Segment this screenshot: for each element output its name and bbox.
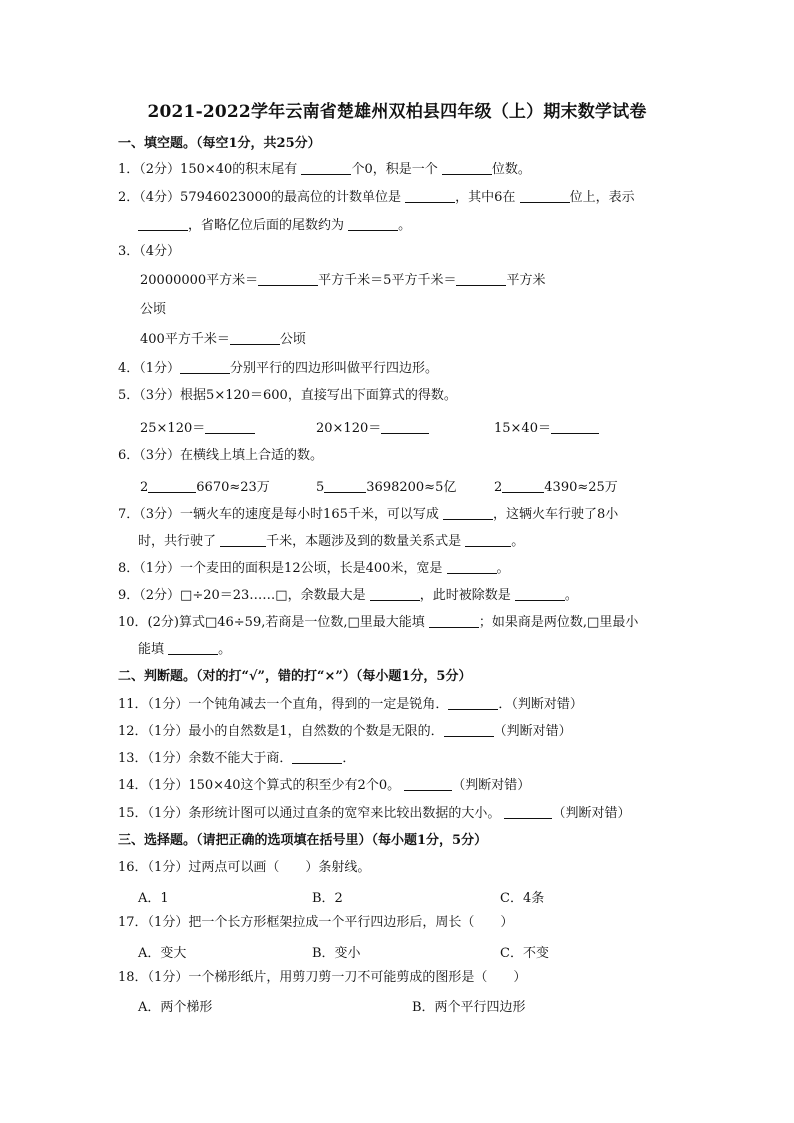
question-16: 16．（1分）过两点可以画（ ）条射线。 <box>118 860 371 875</box>
q2-text-e: 。 <box>398 218 412 233</box>
q14-text-a: 14．（1分）150×40这个算式的积至少有2个0。 <box>118 778 405 793</box>
answer-blank[interactable] <box>448 696 498 710</box>
q6-expr-3 <box>494 476 618 495</box>
answer-blank[interactable] <box>370 587 420 601</box>
answer-blank[interactable] <box>442 161 492 175</box>
q6-e3a: 2 <box>494 480 503 495</box>
question-3-line2: 公顷 <box>140 302 167 317</box>
question-14 <box>118 777 530 795</box>
q18-option-a[interactable]: A．两个梯形 <box>138 1000 213 1015</box>
answer-blank[interactable] <box>205 420 255 434</box>
section2-heading: 二、判断题。（对的打“√”，错的打“×”）（每小题1分，5分） <box>118 669 472 684</box>
q3-text-d1: 400平方千米＝ <box>140 332 230 347</box>
q12-text-b: （判断对错） <box>493 724 572 739</box>
q5-expr-2-text: 20×120＝ <box>316 421 382 436</box>
q13-text-b: ． <box>342 751 356 766</box>
q3-text-b2: 平方千米＝5平方千米＝ <box>318 273 457 288</box>
answer-blank[interactable] <box>180 360 230 374</box>
answer-blank[interactable] <box>168 641 218 655</box>
q8-text-a: 8．（1分）一个麦田的面积是12公顷，长是400米，宽是 <box>118 561 447 576</box>
answer-blank[interactable] <box>348 217 398 231</box>
page-title: 2021-2022学年云南省楚雄州双柏县四年级（上）期末数学试卷 <box>147 102 647 122</box>
q7-text-a: 7．（3分）一辆火车的速度是每小时165千米，可以写成 <box>118 507 443 522</box>
answer-blank[interactable] <box>520 189 570 203</box>
answer-blank[interactable] <box>551 420 599 434</box>
section1-heading: 一、填空题。（每空1分，共25分） <box>118 136 321 151</box>
q15-text-a: 15．（1分）条形统计图可以通过直条的宽窄来比较出数据的大小。 <box>118 806 505 821</box>
answer-blank[interactable] <box>443 506 493 520</box>
q17-option-b[interactable]: B．变小 <box>312 946 361 961</box>
question-10 <box>118 614 638 632</box>
q14-text-b: （判断对错） <box>452 778 531 793</box>
q2-text-a: 2．（4分）57946023000的最高位的计数单位是 <box>118 190 406 205</box>
q2-text-c: 位上，表示 <box>569 190 635 205</box>
answer-blank[interactable] <box>429 614 479 628</box>
answer-blank[interactable] <box>138 217 188 231</box>
q5-expr-2 <box>316 417 429 436</box>
q6-expr-2 <box>316 476 456 495</box>
q6-e1b: 6670≈23万 <box>196 480 270 495</box>
q8-text-b: 。 <box>496 561 510 576</box>
q9-text-b: ，此时被除数是 <box>419 588 515 603</box>
q12-text-a: 12．（1分）最小的自然数是1，自然数的个数是无限的． <box>118 724 444 739</box>
q6-expr-1 <box>140 476 270 495</box>
question-7 <box>118 506 618 524</box>
question-1 <box>118 161 531 179</box>
q4-text-a: 4．（1分） <box>118 361 181 376</box>
q10-text-c: 能填 <box>138 642 169 657</box>
question-18: 18．（1分）一个梯形纸片，用剪刀剪一刀不可能剪成的图形是（ ） <box>118 970 527 985</box>
answer-blank[interactable] <box>447 560 497 574</box>
q7-text-b: ，这辆火车行驶了8小 <box>493 507 619 522</box>
question-2-cont <box>138 217 411 235</box>
q16-option-b[interactable]: B．2 <box>312 891 343 906</box>
q6-e2a: 5 <box>316 480 325 495</box>
answer-blank[interactable] <box>404 777 452 791</box>
q7-text-d: 千米，本题涉及到的数量关系式是 <box>266 534 466 549</box>
question-13 <box>118 750 355 768</box>
q1-text-a: 1．（2分）150×40的积末尾有 <box>118 162 302 177</box>
q7-text-c: 时，共行驶了 <box>138 534 221 549</box>
q7-text-e: 。 <box>511 534 525 549</box>
q6-e1a: 2 <box>140 480 149 495</box>
question-11 <box>118 696 583 714</box>
question-2 <box>118 189 635 207</box>
question-15 <box>118 805 630 823</box>
q2-text-d: ，省略亿位后面的尾数约为 <box>188 218 349 233</box>
question-4 <box>118 360 438 378</box>
question-5: 5．（3分）根据5×120＝600，直接写出下面算式的得数。 <box>118 388 457 403</box>
answer-blank[interactable] <box>405 189 455 203</box>
q13-text-a: 13．（1分）余数不能大于商． <box>118 751 293 766</box>
q3-text-b1: 20000000平方米＝ <box>140 273 259 288</box>
answer-blank[interactable] <box>148 479 196 493</box>
answer-blank[interactable] <box>324 479 366 493</box>
q11-text-a: 11．（1分）一个钝角减去一个直角，得到的一定是锐角． <box>118 697 449 712</box>
q16-option-a[interactable]: A．1 <box>138 891 169 906</box>
q2-text-b: ，其中6在 <box>455 190 520 205</box>
q1-text-c: 位数。 <box>491 162 531 177</box>
question-6: 6．（3分）在横线上填上合适的数。 <box>118 448 324 463</box>
q5-expr-3-text: 15×40＝ <box>494 421 551 436</box>
q5-expr-3 <box>494 417 599 436</box>
question-8 <box>118 560 510 578</box>
answer-blank[interactable] <box>502 479 544 493</box>
answer-blank[interactable] <box>515 587 565 601</box>
q9-text-c: 。 <box>564 588 578 603</box>
answer-blank[interactable] <box>230 331 280 345</box>
question-12 <box>118 723 572 741</box>
answer-blank[interactable] <box>381 420 429 434</box>
answer-blank[interactable] <box>220 533 266 547</box>
question-7-cont <box>138 533 524 551</box>
q4-text-b: 分别平行的四边形叫做平行四边形。 <box>230 361 439 376</box>
answer-blank[interactable] <box>465 533 511 547</box>
question-3-line3 <box>140 331 306 349</box>
q11-text-b: ．（判断对错） <box>498 697 583 712</box>
answer-blank[interactable] <box>258 272 318 286</box>
question-3-line1 <box>140 272 545 290</box>
answer-blank[interactable] <box>456 272 506 286</box>
q9-text-a: 9．（2分）□÷20＝23……□，余数最大是 <box>118 588 370 603</box>
q5-expr-1 <box>140 417 255 436</box>
q6-e2b: 3698200≈5亿 <box>366 480 457 495</box>
q1-text-b: 个0，积是一个 <box>351 162 442 177</box>
question-9 <box>118 587 578 605</box>
answer-blank[interactable] <box>444 723 494 737</box>
q17-option-c[interactable]: C．不变 <box>500 946 549 961</box>
question-3: 3．（4分） <box>118 244 181 259</box>
q15-text-b: （判断对错） <box>552 806 631 821</box>
q6-e3b: 4390≈25万 <box>544 480 618 495</box>
question-17: 17．（1分）把一个长方形框架拉成一个平行四边形后，周长（ ） <box>118 915 514 930</box>
answer-blank[interactable] <box>292 750 342 764</box>
q10-text-d: 。 <box>218 642 232 657</box>
q17-option-a[interactable]: A．变大 <box>138 946 187 961</box>
section3-heading: 三、选择题。（请把正确的选项填在括号里）（每小题1分，5分） <box>118 833 488 848</box>
q3-text-d2: 公顷 <box>279 332 306 347</box>
q10-text-a: 10．(2分)算式□46÷59,若商是一位数,□里最大能填 <box>118 615 429 630</box>
question-10-cont <box>138 641 231 659</box>
answer-blank[interactable] <box>301 161 351 175</box>
q16-option-c[interactable]: C．4条 <box>500 891 545 906</box>
q10-text-b: ；如果商是两位数,□里最小 <box>478 615 639 630</box>
answer-blank[interactable] <box>504 805 552 819</box>
q5-expr-1-text: 25×120＝ <box>140 421 206 436</box>
q3-text-b3: 平方米 <box>506 273 546 288</box>
q18-option-b[interactable]: B．两个平行四边形 <box>412 1000 526 1015</box>
